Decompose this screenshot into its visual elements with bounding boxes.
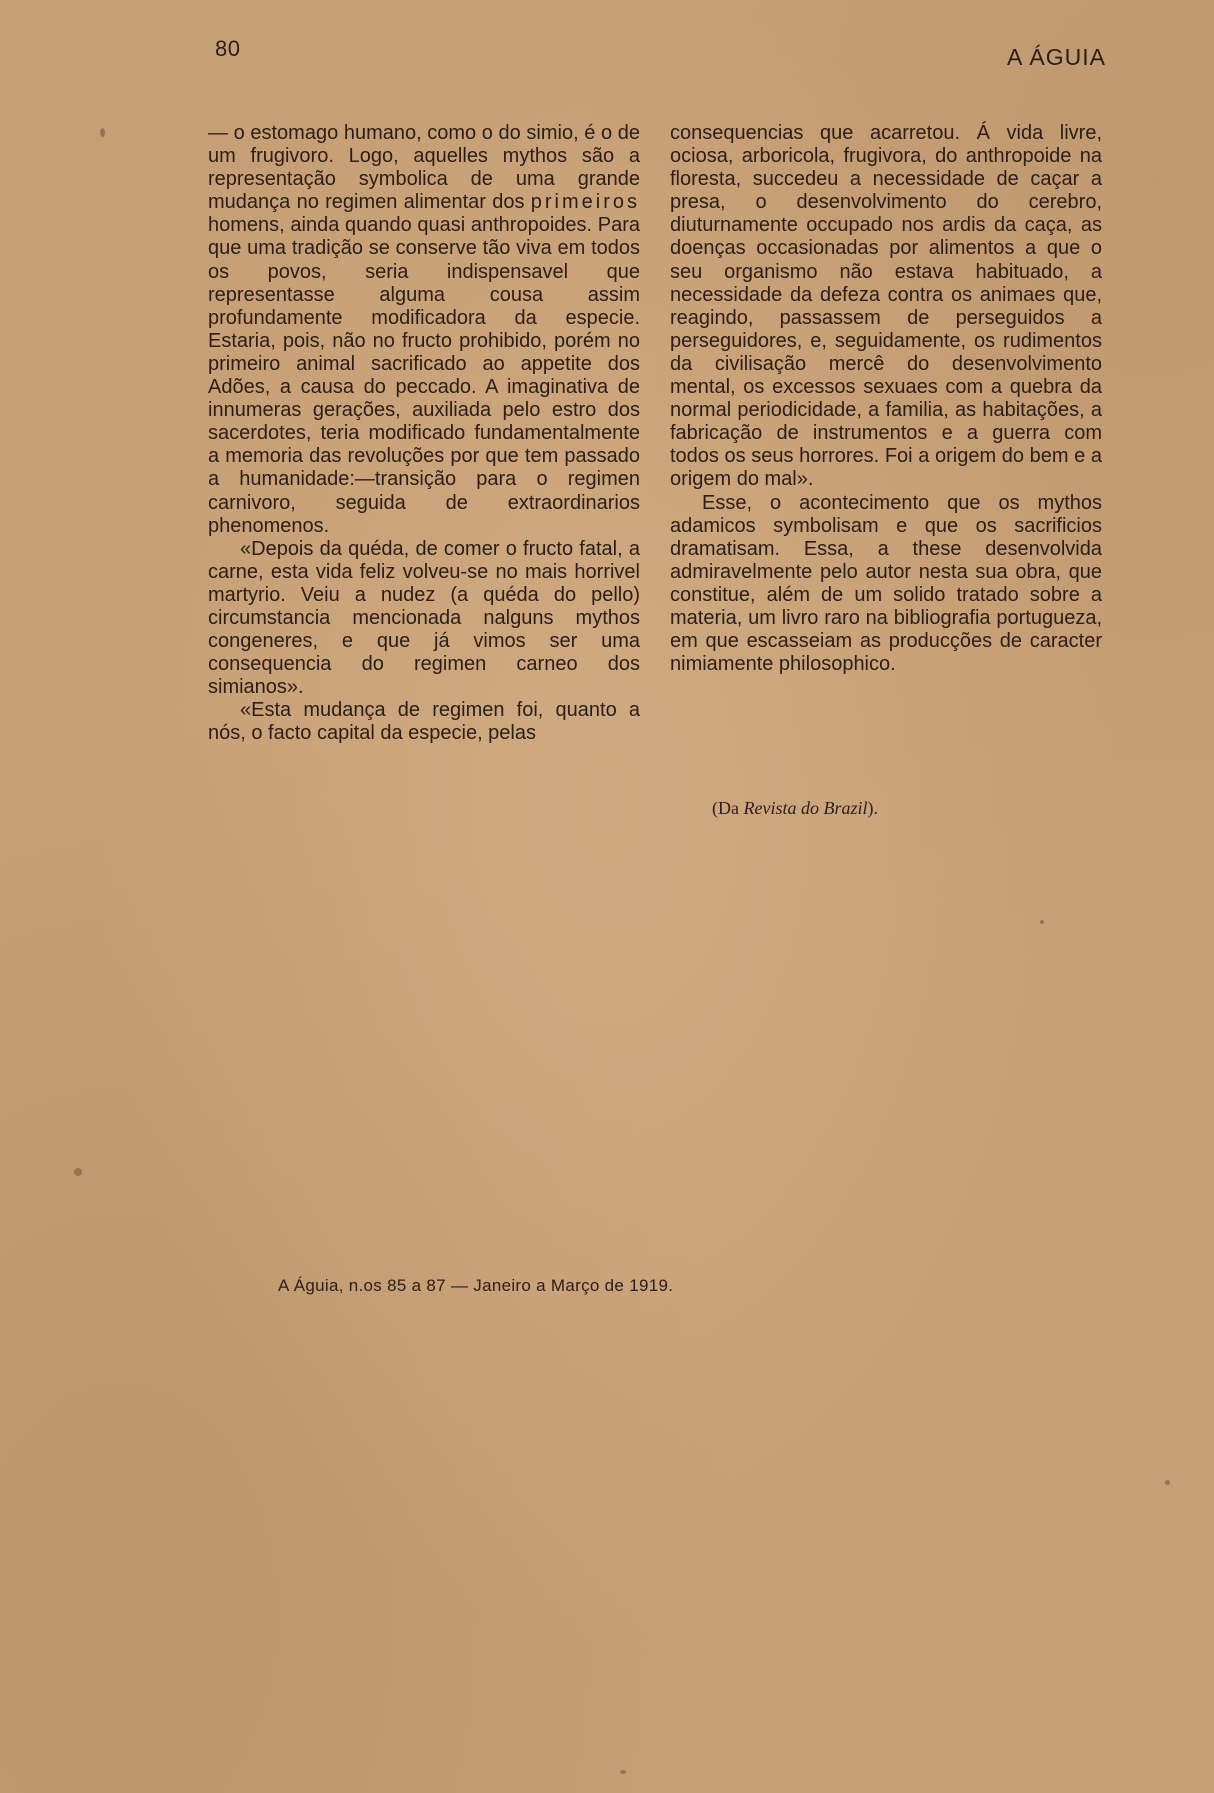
paper-speck bbox=[74, 1168, 82, 1176]
left-paragraph-1-end: homens, ainda quando quasi anthropoides. Para que uma tradição se conserve tão viva em todos os povos, seria indispensavel que representasse alguma cousa assim profundamente modificadora da especie. Estaria, pois, não no fructo prohibido, porém no primeiro animal sacrificado ao appetite dos Adões, a causa do peccado. A imaginativa de innumeras gerações, auxiliada pelo estro dos sacerdotes, teria modificado fundamentalmente a memoria das revoluções por que tem passado a humanidade:—transição para o regimen carnivoro, seguida de extraordinarios phenomenos. bbox=[208, 214, 640, 537]
right-paragraph-1: consequencias que acarretou. Á vida livre, ociosa, arboricola, frugivora, do anthropoide na floresta, succedeu a necessidade de caçar a presa, o desenvolvimento do cerebro, diuturnamente occupado nos ardis da caça, as doenças occasionadas por alimentos a que o seu organismo não estava habituado, a necessidade da defeza contra os animaes que, reagindo, passassem de perseguidos a perseguidores, e, seguidamente, os rudimentos da civilisação mercê do desenvolvimento mental, os excessos sexuaes com a quebra da normal periodicidade, a familia, as habitações, a fabricação de instrumentos e a guerra com todos os seus horrores. Foi a origem do bem e a origem do mal». bbox=[670, 122, 1102, 491]
paper-speck bbox=[100, 128, 105, 137]
right-paragraph-2: Esse, o acontecimento que os mythos adamicos symbolisam e que os sacrificios dramatisam. Essa, a these desenvolvida admiravelmente pelo autor nesta sua obra, que constitue, além de um solido tratado sobre a materia, um livro raro na bibliografia portugueza, em que escasseiam as producções de caracter nimiamente philosophico. bbox=[670, 491, 1102, 676]
credit-source: Revista do Brazil bbox=[743, 798, 868, 818]
left-paragraph-1 bbox=[208, 122, 640, 538]
issue-footer: A Águia, n.os 85 a 87 — Janeiro a Março de 1919. bbox=[278, 1276, 674, 1295]
left-column bbox=[208, 122, 640, 746]
spaced-word: primeiros bbox=[530, 191, 640, 214]
paper-speck bbox=[1040, 920, 1044, 924]
credit-prefix: (Da bbox=[712, 798, 739, 818]
paper-speck bbox=[620, 1770, 626, 1774]
credit-suffix: ). bbox=[867, 798, 878, 818]
paper-speck bbox=[1165, 1480, 1170, 1485]
left-paragraph-2: «Depois da quéda, de comer o fructo fatal, a carne, esta vida feliz volveu-se no mais horrivel martyrio. Veiu a nudez (a quéda do pello) circumstancia mencionada nalguns mythos congeneres, e que já vimos ser uma consequencia do regimen carneo dos simianos». bbox=[208, 537, 640, 699]
source-credit bbox=[712, 798, 878, 819]
running-head: A ÁGUIA bbox=[1006, 44, 1106, 70]
right-column bbox=[670, 122, 1102, 676]
left-paragraph-3: «Esta mudança de regimen foi, quanto a nós, o facto capital da especie, pelas bbox=[208, 699, 640, 745]
left-paragraph-1-start: — o estomago humano, como o do simio, é o de um frugivoro. Logo, aquelles mythos são a representação symbolica de uma grande mudança no regimen alimentar dos bbox=[208, 122, 640, 214]
page-number: 80 bbox=[215, 36, 241, 61]
